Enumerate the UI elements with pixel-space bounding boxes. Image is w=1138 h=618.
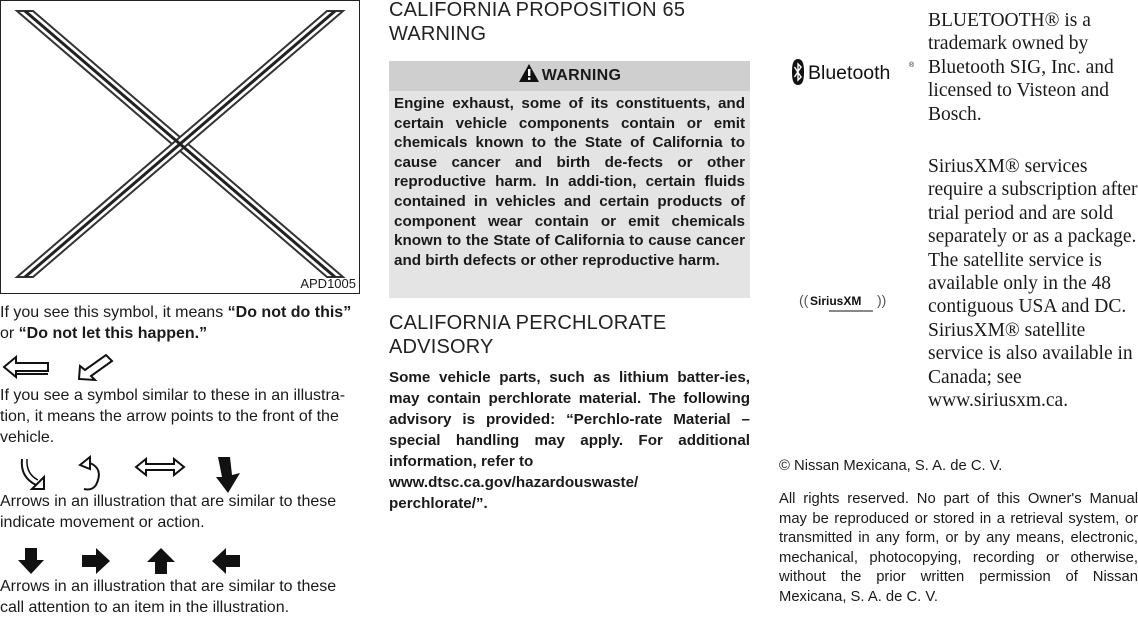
solid-arrow-down-icon — [16, 546, 46, 576]
bluetooth-trademark-text: BLUETOOTH® is a trademark owned by Bluetooth SIG, Inc. and licensed to Visteon and Bosch. — [928, 10, 1114, 125]
warning-text: Engine exhaust, some of its constituents, and certain vehicle components contain or emit chemicals known to the State of California to cause cancer and birth de-fects or other reproductive harm. In addi-tion, certain fluids contained in vehicles and certain products of component wear contain or emit chemicals known to the State of California to cause cancer and birth defects or other reproductive harm. — [394, 95, 745, 269]
warning-triangle-icon — [518, 63, 540, 83]
movement-arrow-paragraph: Arrows in an illustration that are similar to these indicate movement or action. — [0, 493, 337, 531]
double-headed-arrow-icon — [134, 455, 186, 479]
copyright-line: © Nissan Mexicana, S. A. de C. V. — [779, 458, 1003, 474]
bluetooth-logo — [791, 57, 917, 92]
do-not-symbol-paragraph: If you see this symbol, it means “Do not do this” or “Do not let this happen.” — [0, 304, 352, 342]
solid-arrow-up-icon — [145, 546, 177, 576]
curved-arrow-up-icon — [76, 455, 106, 493]
bluetooth-rune-icon — [792, 59, 804, 85]
figure-label: APD1005 — [300, 276, 356, 291]
bent-arrow-down-icon — [212, 455, 242, 495]
perchlorate-heading: CALIFORNIA PERCHLORATE ADVISORY — [389, 312, 667, 358]
movement-arrow-icon-row — [0, 455, 362, 495]
prop65-heading: CALIFORNIA PROPOSITION 65 WARNING — [389, 0, 686, 45]
siriusxm-tagline-rule — [829, 310, 873, 312]
front-arrow-paragraph: If you see a symbol similar to these in an illustra-tion, it means the arrow points to the front of the vehicle. — [0, 387, 346, 446]
siriusxm-services-text: SiriusXM® services require a subscription after trial period and are sold separately or as a package. The satellite service is available only in the 48 contiguous USA and DC. SiriusXM® satellite service is also available in Canada; see www.siriusxm.ca. — [928, 156, 1138, 412]
svg-text:®: ® — [909, 62, 915, 69]
warning-header — [389, 61, 750, 91]
svg-text:)): )) — [877, 292, 887, 308]
svg-text:((: (( — [799, 292, 809, 308]
front-arrow-left-icon — [2, 352, 50, 382]
warning-box — [389, 61, 750, 298]
siriusxm-wordmark: SiriusXM — [810, 294, 862, 308]
x-cross-icon — [1, 1, 361, 295]
solid-arrow-left-icon — [210, 546, 242, 576]
solid-arrow-right-icon — [80, 546, 112, 576]
front-arrow-diagonal-icon — [76, 352, 116, 382]
curved-arrow-down-icon — [18, 455, 48, 493]
advisory-url: www.dtsc.ca.gov/hazardouswaste/ perchlorate/”. — [389, 474, 639, 512]
bluetooth-wordmark: Bluetooth — [808, 62, 891, 84]
warning-label: WARNING — [541, 67, 622, 84]
rights-reserved-text: All rights reserved. No part of this Owner's Manual may be reproduced or stored in a retrieval system, or transmitted in any form, or by any means, electronic, mechanical, photocopying, recording or otherwise, without the prior written permission of Nissan Mexicana, S. A. de C. V. — [779, 491, 1138, 605]
do-not-symbol-figure — [0, 0, 360, 294]
perchlorate-advisory-text: Some vehicle parts, such as lithium batter-ies, may contain perchlorate material. The following advisory is provided: “Perchlo-rate Material – special handling may apply. For additional information, refer to www.dtsc.ca.gov/hazardouswaste/ perchlorate/”. — [389, 369, 750, 512]
attention-arrow-paragraph: Arrows in an illustration that are similar to these call attention to an item in the illustration. — [0, 578, 337, 616]
siriusxm-logo — [799, 289, 903, 320]
